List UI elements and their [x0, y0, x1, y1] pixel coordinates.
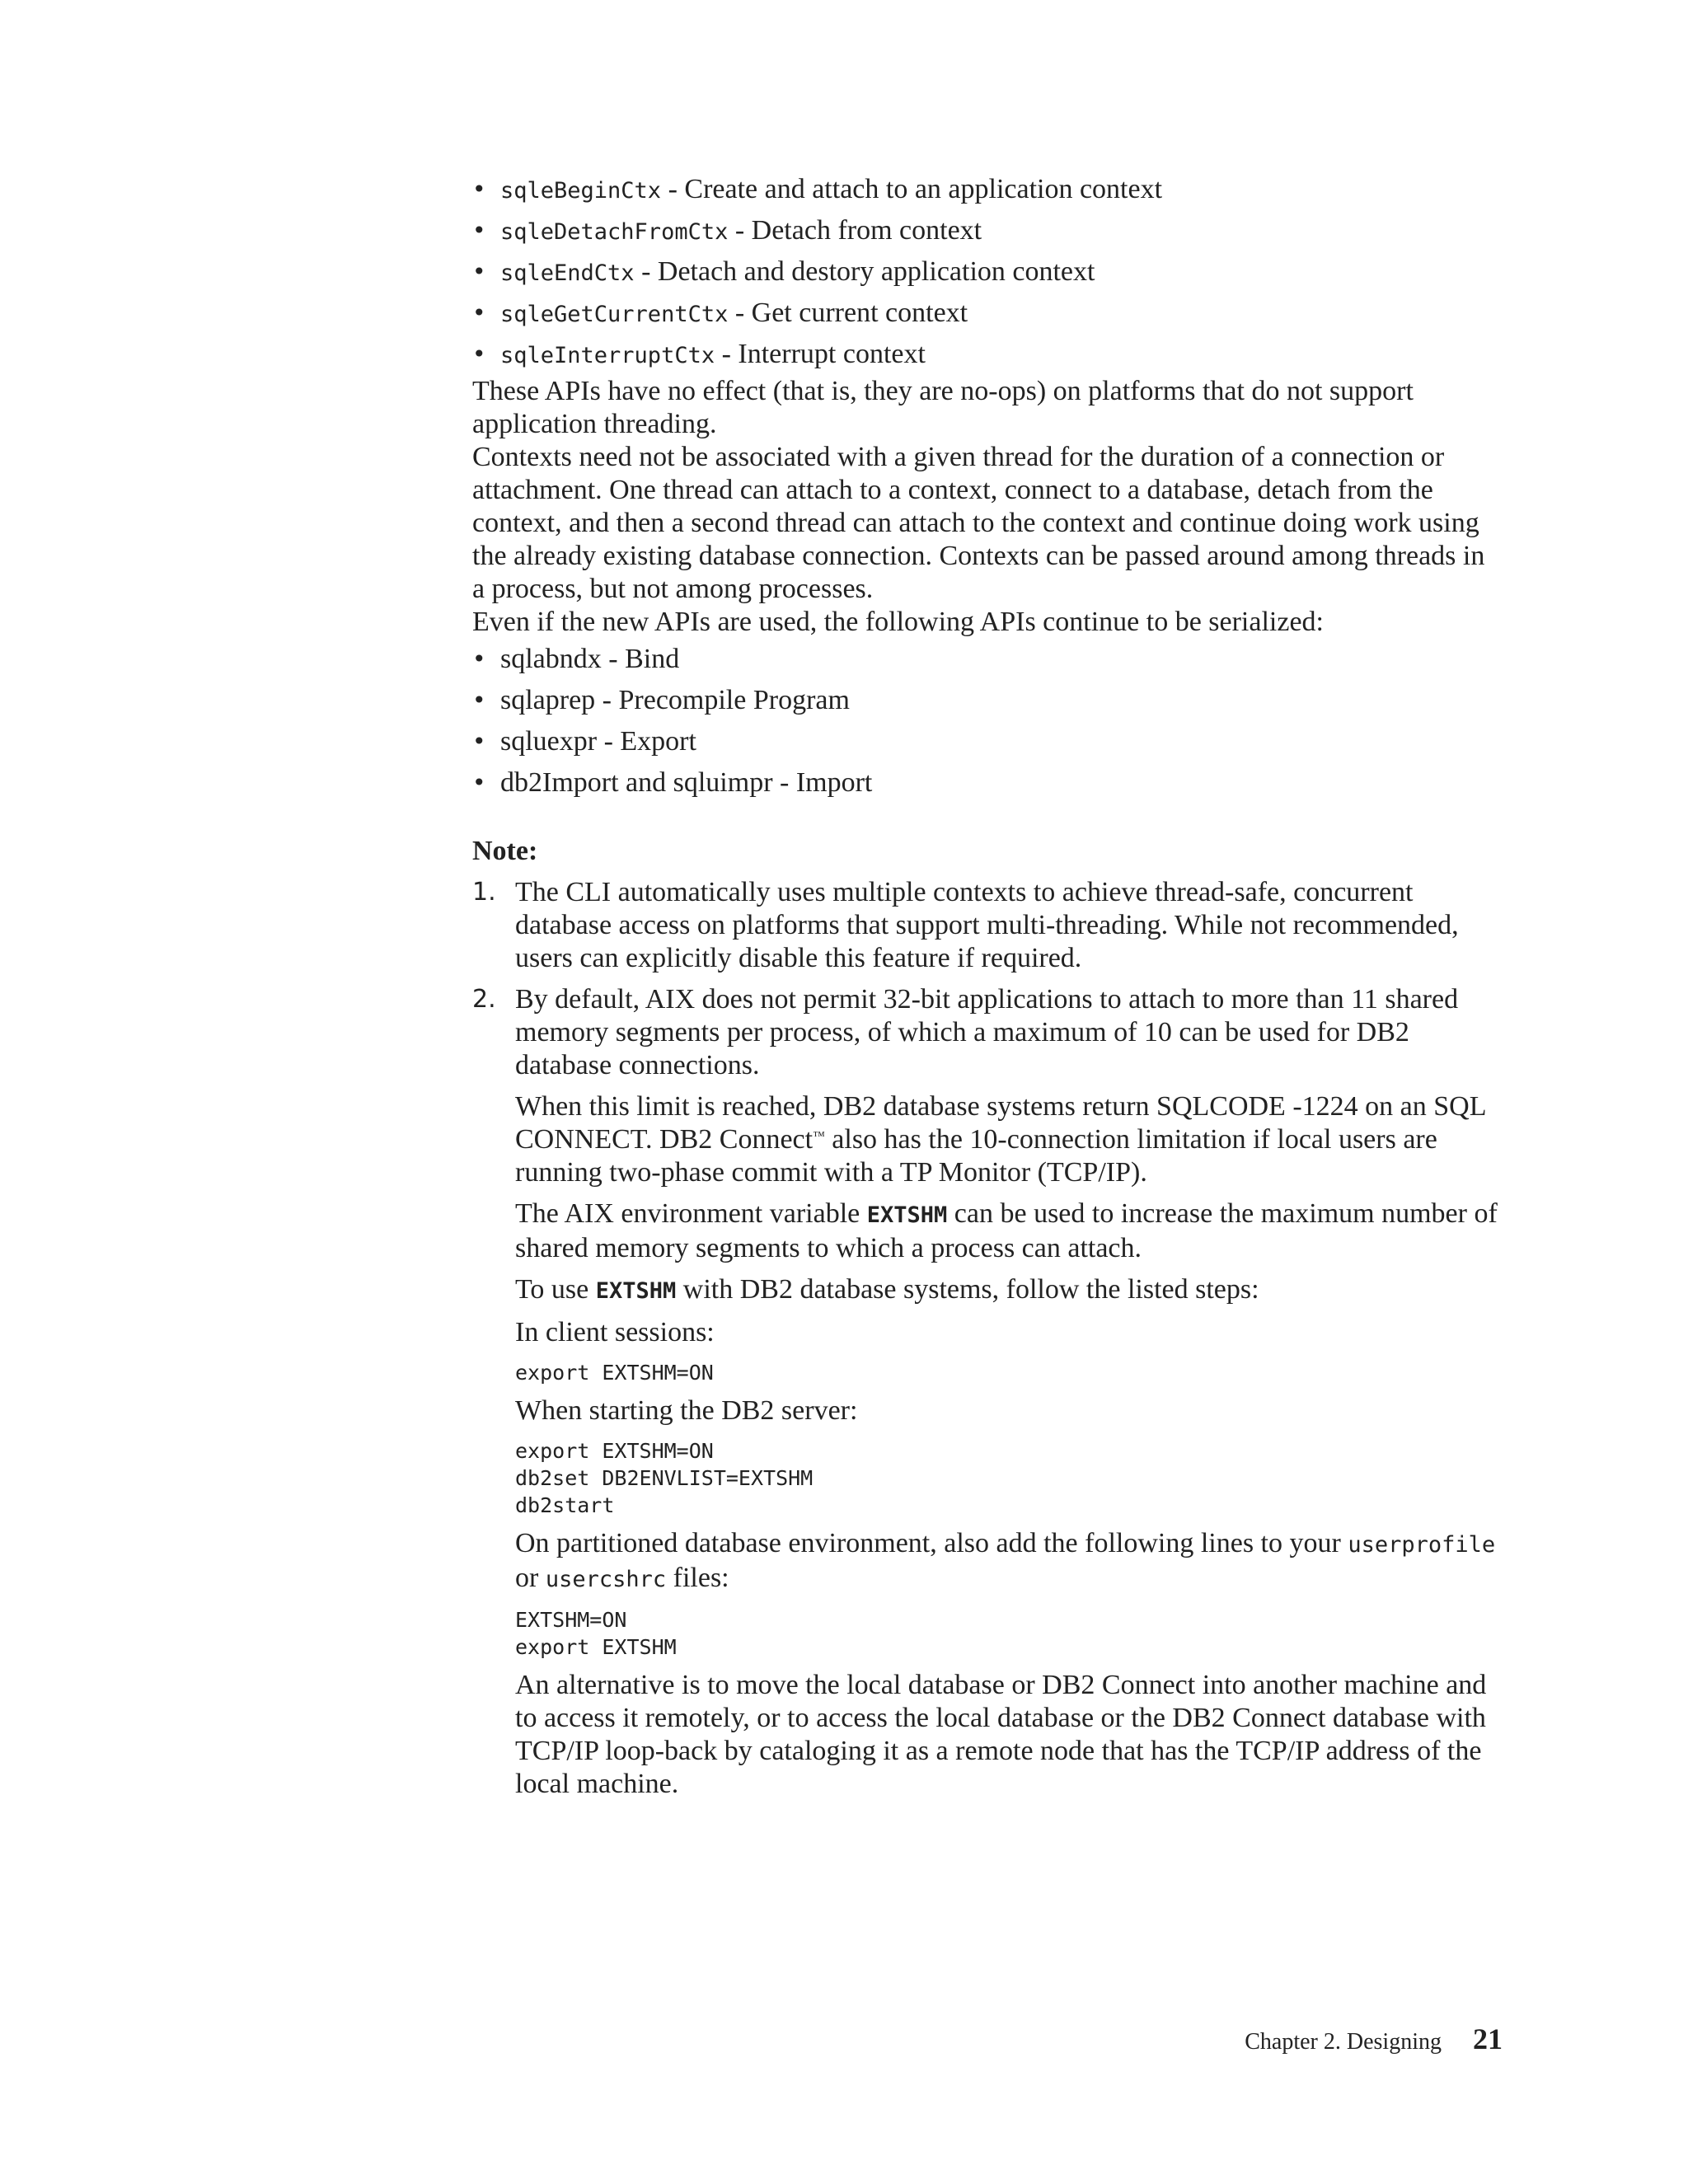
list-item-text: sqlabndx - Bind — [500, 644, 680, 674]
usercshrc-file: usercshrc — [545, 1567, 667, 1592]
api-desc: - Detach and destory application context — [634, 256, 1095, 287]
list-item-text: sqluexpr - Export — [500, 726, 696, 757]
note-item — [472, 983, 1503, 1801]
list-item — [472, 639, 1503, 680]
notes-list — [472, 876, 1503, 1801]
api-name: sqleBeginCtx — [500, 178, 662, 204]
to-use-text-a: To use — [515, 1274, 596, 1305]
list-item — [472, 251, 1503, 293]
api-name: sqleDetachFromCtx — [500, 219, 729, 245]
aix-text-b: can be used to increase the maximum number of shared memory segments to which a process can attach. — [515, 1198, 1498, 1263]
bullet-icon: • — [472, 217, 486, 244]
aix-paragraph — [515, 1197, 1503, 1265]
partitioned-text-a: On partitioned database environment, also add the following lines to your — [515, 1528, 1348, 1558]
list-item — [472, 210, 1503, 251]
bullet-icon: • — [472, 687, 486, 714]
list-item — [472, 293, 1503, 334]
extshm-keyword: EXTSHM — [595, 1278, 677, 1304]
api-desc: - Create and attach to an application context — [661, 174, 1163, 204]
bullet-icon: • — [472, 645, 486, 673]
partitioned-text-b: files: — [666, 1563, 729, 1593]
bullet-icon: • — [472, 176, 486, 203]
server-label: When starting the DB2 server: — [515, 1395, 858, 1426]
paragraph-serialized: Even if the new APIs are used, the following APIs continue to be serialized: — [472, 607, 1324, 637]
list-item-text: db2Import and sqluimpr - Import — [500, 767, 873, 798]
page-number: 21 — [1473, 2022, 1503, 2055]
code-block-partitioned: EXTSHM=ON export EXTSHM — [515, 1608, 677, 1659]
note-item — [472, 876, 1503, 975]
code-block-client: export EXTSHM=ON — [515, 1361, 714, 1385]
userprofile-file: userprofile — [1348, 1532, 1496, 1558]
api-desc: - Detach from context — [728, 215, 982, 246]
alternative-paragraph: An alternative is to move the local database or DB2 Connect into another machine and to access it remotely, or to access the local database or the DB2 Connect database with TCP/IP loop-back by cataloging it as a remote node that has the TCP/IP address of the local machine. — [515, 1670, 1487, 1799]
list-item — [472, 721, 1503, 762]
page-footer — [1245, 2022, 1503, 2056]
paragraph-contexts: Contexts need not be associated with a given thread for the duration of a connection or attachment. One thread can attach to a context, connect to a database, detach from the context, and then a second thread can attach to the context and continue doing work using the already existing database connection. Contexts can be passed around among threads in a process, but not among processes. — [472, 442, 1485, 604]
trademark-symbol: ™ — [813, 1130, 825, 1143]
chapter-label: Chapter 2. Designing — [1245, 2029, 1442, 2055]
api-name: sqleGetCurrentCtx — [500, 302, 729, 327]
api-desc: - Get current context — [728, 298, 968, 328]
list-item — [472, 169, 1503, 210]
api-desc: - Interrupt context — [715, 339, 926, 369]
bullet-icon: • — [472, 728, 486, 755]
code-block-server: export EXTSHM=ON db2set DB2ENVLIST=EXTSHM db2start — [515, 1439, 814, 1517]
api-list — [472, 169, 1503, 375]
api-name: sqleEndCtx — [500, 260, 635, 286]
note-number: 1. — [472, 878, 496, 907]
note-text: The CLI automatically uses multiple contexts to achieve thread-safe, concurrent database access on platforms that support multi-threading. While not recommended, users can explicitly disable this feature if required. — [515, 877, 1459, 973]
limit-text-b: also has the 10-connection limitation if local users are running two-phase commit with a TP Monitor (TCP/IP). — [515, 1124, 1437, 1188]
to-use-text-b: with DB2 database systems, follow the listed steps: — [676, 1274, 1259, 1305]
limit-paragraph — [515, 1090, 1503, 1189]
api-name: sqleInterruptCtx — [500, 343, 715, 368]
client-sessions-label: In client sessions: — [515, 1317, 715, 1347]
limit-text-a: When this limit is reached, DB2 database systems return SQLCODE -1224 on an SQL CONNECT. DB2 Connect — [515, 1091, 1486, 1155]
list-item — [472, 680, 1503, 721]
partitioned-paragraph — [515, 1527, 1503, 1596]
to-use-paragraph — [515, 1273, 1503, 1308]
extshm-keyword: EXTSHM — [866, 1202, 948, 1228]
list-item — [472, 762, 1503, 804]
partitioned-or: or — [515, 1563, 546, 1593]
bullet-icon: • — [472, 340, 486, 368]
serialized-list — [472, 639, 1503, 804]
bullet-icon: • — [472, 769, 486, 796]
paragraph-no-ops: These APIs have no effect (that is, they are no-ops) on platforms that do not support application threading. — [472, 376, 1414, 439]
document-page — [472, 169, 1503, 1801]
bullet-icon: • — [472, 258, 486, 285]
aix-text-a: The AIX environment variable — [515, 1198, 867, 1229]
bullet-icon: • — [472, 299, 486, 326]
note-heading: Note: — [472, 836, 538, 866]
list-item — [472, 334, 1503, 375]
list-item-text: sqlaprep - Precompile Program — [500, 685, 850, 715]
note-number: 2. — [472, 985, 496, 1014]
note-text: By default, AIX does not permit 32-bit applications to attach to more than 11 shared memory segments per process, of which a maximum of 10 can be used for DB2 database connections. — [515, 984, 1459, 1080]
